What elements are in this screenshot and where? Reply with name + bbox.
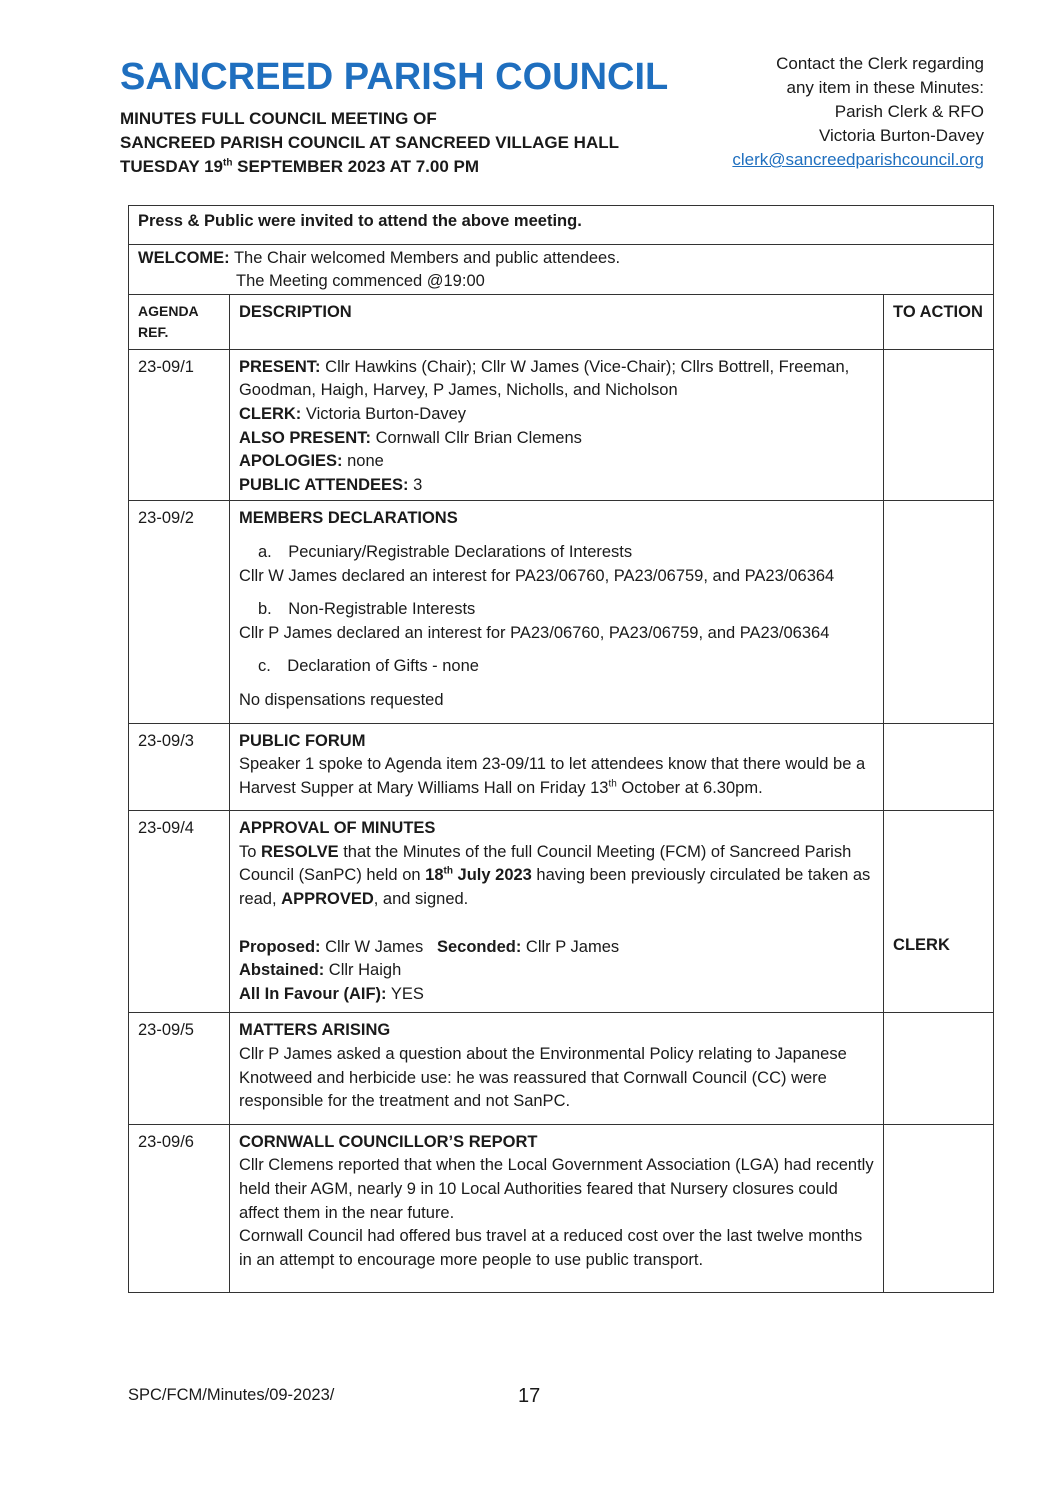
minutes-table bbox=[128, 205, 994, 1293]
agenda-ref: 23-09/1 bbox=[129, 349, 230, 501]
table-row bbox=[129, 349, 994, 501]
clerk-contact-block bbox=[732, 52, 984, 172]
agenda-description: MEMBERS DECLARATIONS a. Pecuniary/Registrable Declarations of Interests Cllr W James declared an interest for PA23/06760, PA23/06759, and PA23/06364 b. Non-Registrable Interests Cllr P James declared an interest for PA23/06760, PA23/06759, and PA23/06364 c. Declaration of Gifts - none No dispensations requested bbox=[229, 501, 883, 723]
agenda-description: APPROVAL OF MINUTES To RESOLVE that the Minutes of the full Council Meeting (FCM) of Sancreed Parish Council (SanPC) held on 18th July 2023 having been previously circulated be taken as read, APPROVED, and signed. Proposed: Cllr W James Seconded: Cllr P James Abstained: Cllr Haigh All In Favour (AIF): YES bbox=[229, 811, 883, 1013]
welcome-cell: WELCOME: The Chair welcomed Members and public attendees. The Meeting commenced @19:00 bbox=[129, 244, 994, 294]
welcome-row bbox=[129, 244, 994, 294]
council-title: SANCREED PARISH COUNCIL bbox=[120, 56, 669, 98]
contact-line-1: Contact the Clerk regarding bbox=[776, 54, 984, 73]
agenda-ref: 23-09/5 bbox=[129, 1013, 230, 1124]
agenda-action bbox=[884, 723, 994, 811]
agenda-description: PUBLIC FORUM Speaker 1 spoke to Agenda item 23-09/11 to let attendees know that there would be a Harvest Supper at Mary Williams Hall on Friday 13th October at 6.30pm. bbox=[229, 723, 883, 811]
agenda-ref: 23-09/6 bbox=[129, 1124, 230, 1293]
agenda-description: PRESENT: Cllr Hawkins (Chair); Cllr W James (Vice-Chair); Cllrs Bottrell, Freeman, Goodman, Haigh, Harvey, P James, Nicholls, and Nicholson CLERK: Victoria Burton-Davey ALSO PRESENT: Cornwall Cllr Brian Clemens APOLOGIES: none PUBLIC ATTENDEES: 3 bbox=[229, 349, 883, 501]
table-row bbox=[129, 811, 994, 1013]
table-header-row bbox=[129, 294, 994, 349]
footer-document-ref: SPC/FCM/Minutes/09-2023/ bbox=[128, 1386, 335, 1404]
contact-line-3: Parish Clerk & RFO bbox=[834, 102, 984, 121]
subtitle-line-2: SANCREED PARISH COUNCIL AT SANCREED VILLAGE HALL bbox=[120, 133, 620, 152]
agenda-description: CORNWALL COUNCILLOR’S REPORT Cllr Clemens reported that when the Local Government Association (LGA) had recently held their AGM, nearly 9 in 10 Local Authorities feared that Nursery closures could affect them in the near future. Cornwall Council had offered bus travel at a reduced cost over the last twelve months in an attempt to encourage more people to use public transport. bbox=[229, 1124, 883, 1293]
table-row bbox=[129, 1013, 994, 1124]
agenda-action bbox=[884, 349, 994, 501]
contact-line-2: any item in these Minutes: bbox=[786, 78, 984, 97]
agenda-description: MATTERS ARISING Cllr P James asked a question about the Environmental Policy relating to Japanese Knotweed and herbicide use: he was reassured that Cornwall Council (CC) were responsible for the treatment and not SanPC. bbox=[229, 1013, 883, 1124]
agenda-action: CLERK bbox=[884, 811, 994, 1013]
agenda-action bbox=[884, 1124, 994, 1293]
col-header-description: DESCRIPTION bbox=[229, 294, 883, 349]
clerk-email-link[interactable]: clerk@sancreedparishcouncil.org bbox=[732, 150, 984, 169]
table-row bbox=[129, 501, 994, 723]
table-row bbox=[129, 1124, 994, 1293]
col-header-ref: AGENDA REF. bbox=[129, 294, 230, 349]
press-note: Press & Public were invited to attend the above meeting. bbox=[129, 206, 994, 245]
contact-line-4: Victoria Burton-Davey bbox=[818, 126, 984, 145]
agenda-ref: 23-09/4 bbox=[129, 811, 230, 1013]
table-row bbox=[129, 723, 994, 811]
agenda-ref: 23-09/2 bbox=[129, 501, 230, 723]
subtitle-line-3: TUESDAY 19th SEPTEMBER 2023 AT 7.00 PM bbox=[120, 157, 480, 176]
col-header-action: TO ACTION bbox=[884, 294, 994, 349]
agenda-action bbox=[884, 501, 994, 723]
subtitle-line-1: MINUTES FULL COUNCIL MEETING OF bbox=[120, 109, 437, 128]
agenda-ref: 23-09/3 bbox=[129, 723, 230, 811]
meeting-subtitle bbox=[120, 107, 619, 179]
agenda-action bbox=[884, 1013, 994, 1124]
page-number: 17 bbox=[518, 1385, 541, 1407]
press-row bbox=[129, 206, 994, 245]
